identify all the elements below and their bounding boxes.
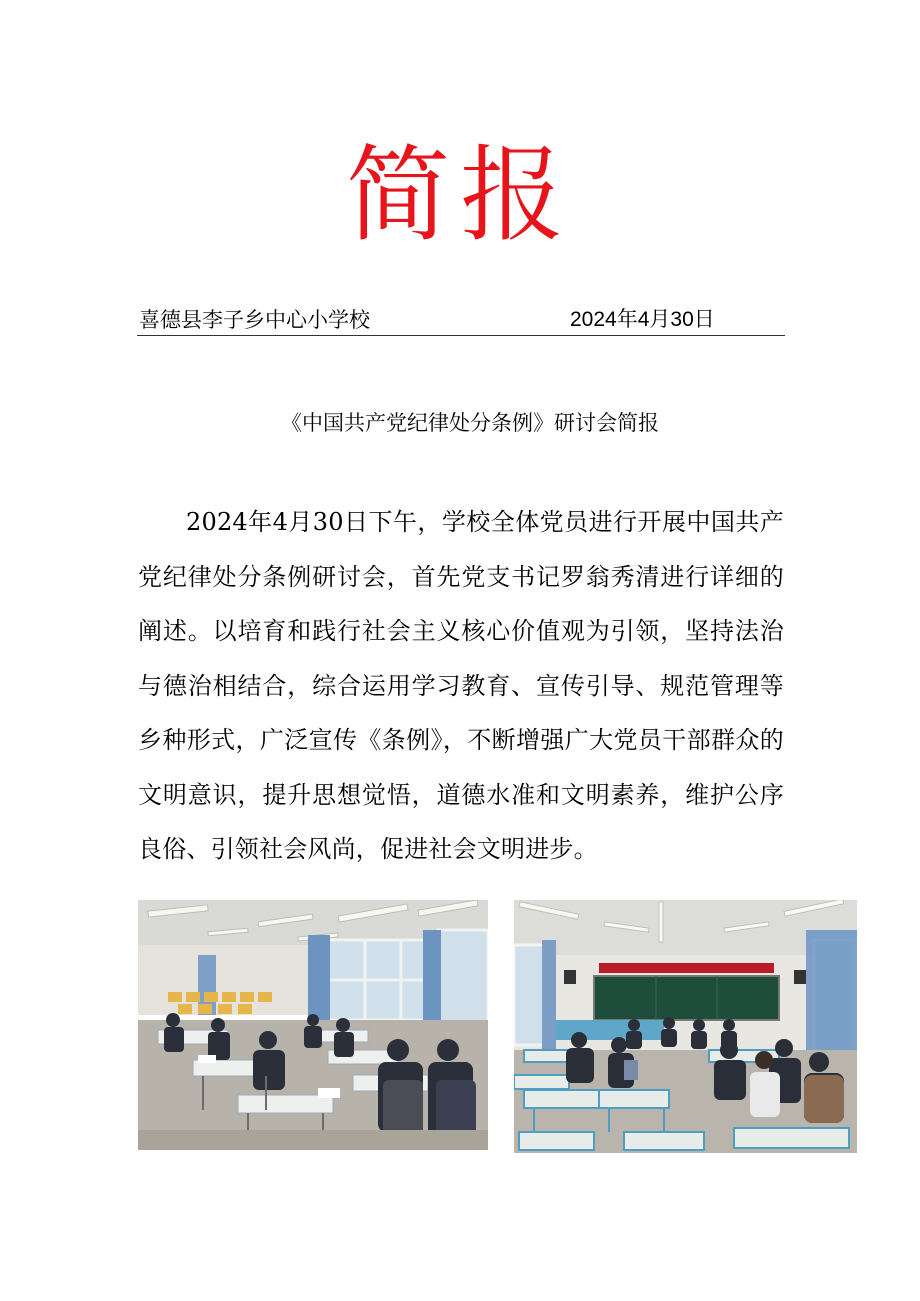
school-name: 喜德县李子乡中心小学校 (139, 308, 370, 332)
meeting-photo-right-image (514, 900, 857, 1153)
article-title: 《中国共产党纪律处分条例》研讨会简报 (281, 411, 659, 435)
article-body: 2024年4月30日下午，学校全体党员进行开展中国共产党纪律处分条例研讨会，首先党支书记罗翁秀清进行详细的阐述。以培育和践行社会主义核心价值观为引领，坚持法治与德治相结合，综合运用学习教育、宣传引导、规范管理等乡种形式，广泛宣传《条例》，不断增强广大党员干部群众的文明意识，提升思想觉悟，道德水准和文明素养，维护公序良俗、引领社会风尚，促进社会文明进步。 (138, 508, 784, 863)
meeting-photo-left (138, 900, 488, 1150)
meeting-photo-left-image (138, 900, 488, 1150)
report-date: 2024年4月30日 (570, 308, 715, 331)
meeting-photo-right (514, 900, 857, 1153)
header-rule (137, 305, 785, 336)
masthead-title: 简报 (345, 134, 574, 256)
